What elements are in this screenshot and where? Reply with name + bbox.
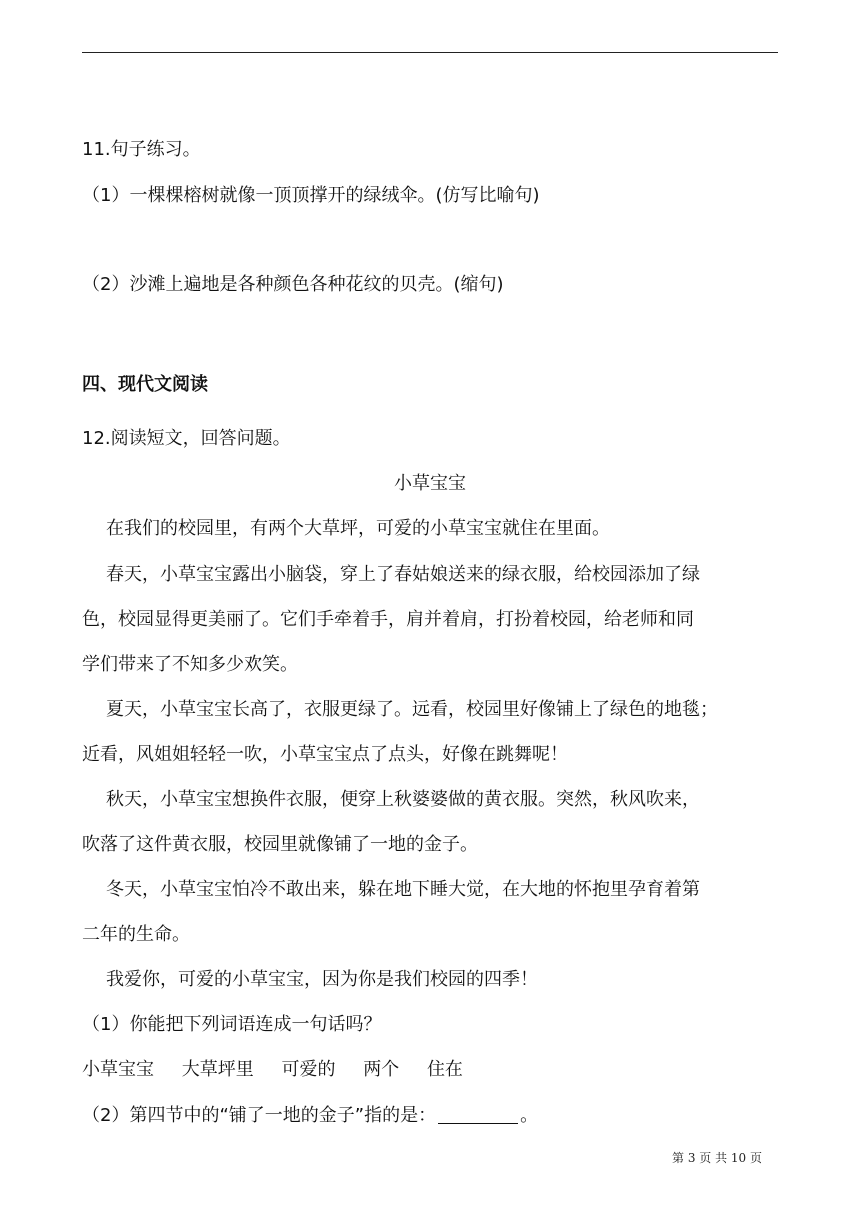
passage-paragraph-4-line-2: 吹落了这件黄衣服，校园里就像铺了一地的金子。	[82, 834, 478, 855]
passage-title: 小草宝宝	[394, 473, 466, 494]
question-12-sub-2-prefix: （2）第四节中的“铺了一地的金子”指的是：	[82, 1105, 437, 1126]
question-12-sub-1: （1）你能把下列词语连成一句话吗？	[82, 1014, 382, 1035]
question-12-title: 12.阅读短文，回答问题。	[82, 428, 291, 449]
passage-paragraph-2-line-3: 学们带来了不知多少欢笑。	[82, 654, 298, 675]
passage-paragraph-2-line-1: 春天，小草宝宝露出小脑袋，穿上了春姑娘送来的绿衣服，给校园添加了绿	[106, 564, 700, 585]
page-footer: 第 3 页 共 10 页	[672, 1151, 762, 1165]
passage-paragraph-4-line-1: 秋天，小草宝宝想换件衣服，便穿上秋婆婆做的黄衣服。突然，秋风吹来，	[106, 789, 700, 810]
question-12-sub-2-suffix: 。	[520, 1105, 539, 1126]
question-11-item-2: （2）沙滩上遍地是各种颜色各种花纹的贝壳。(缩句)	[82, 274, 504, 295]
passage-paragraph-1: 在我们的校园里，有两个大草坪，可爱的小草宝宝就住在里面。	[106, 518, 610, 539]
header-rule	[82, 52, 778, 53]
word-item: 住在	[426, 1059, 463, 1080]
passage-paragraph-5-line-1: 冬天，小草宝宝怕冷不敢出来，躲在地下睡大觉，在大地的怀抱里孕育着第	[106, 879, 700, 900]
passage-paragraph-3-line-1: 夏天，小草宝宝长高了，衣服更绿了。远看，校园里好像铺上了绿色的地毯；	[106, 699, 718, 720]
question-11-title: 11.句子练习。	[82, 139, 201, 160]
question-12-sub-2	[82, 1104, 782, 1128]
passage-paragraph-5-line-2: 二年的生命。	[82, 924, 190, 945]
question-11-item-1: （1）一棵棵榕树就像一顶顶撑开的绿绒伞。(仿写比喻句)	[82, 185, 540, 206]
passage-paragraph-2-line-2: 色，校园显得更美丽了。它们手牵着手，肩并着肩，打扮着校园，给老师和同	[82, 609, 694, 630]
section-heading: 四、现代文阅读	[82, 374, 208, 395]
word-list	[82, 1058, 782, 1082]
passage-paragraph-6: 我爱你，可爱的小草宝宝，因为你是我们校园的四季！	[106, 969, 538, 990]
word-item: 可爱的	[281, 1059, 336, 1080]
word-item: 两个	[363, 1059, 400, 1080]
word-item: 小草宝宝	[82, 1059, 154, 1080]
word-item: 大草坪里	[181, 1059, 254, 1080]
answer-blank[interactable]	[438, 1105, 518, 1124]
passage-paragraph-3-line-2: 近看，风姐姐轻轻一吹，小草宝宝点了点头，好像在跳舞呢！	[82, 744, 568, 765]
